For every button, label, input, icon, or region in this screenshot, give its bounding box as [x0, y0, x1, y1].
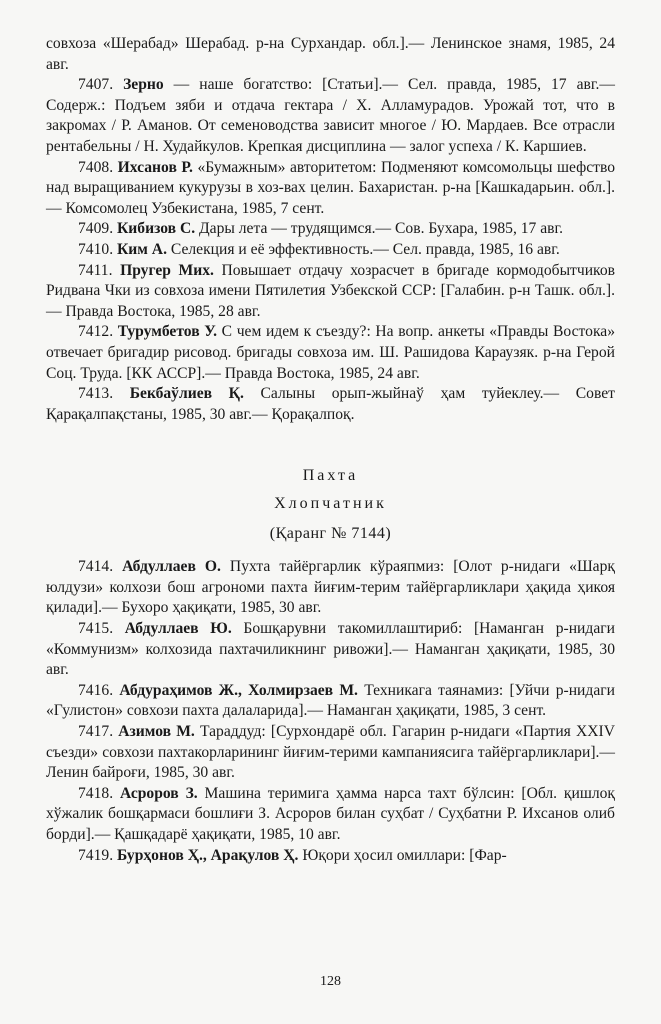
entry-author: Кибизов С.	[117, 220, 196, 238]
entry-author: Азимов М.	[118, 723, 195, 741]
entry-number: 7408.	[78, 158, 114, 176]
entry-author: Бурҳонов Ҳ., Арақулов Ҳ.	[117, 846, 299, 864]
entry-number: 7415.	[78, 620, 114, 638]
entry-text: С чем идем к съезду?: На вопр. анкеты «Правды Востока» отвечает бригадир рисовод. бригады совхоза им. Ш. Рашидова Караузяк. р-на Герой Соц. Труда. [КК АССР].— Правда Востока, 1985, 24 авг.	[46, 323, 615, 382]
entry-author: Асроров З.	[119, 784, 198, 802]
bibliography-entry	[46, 619, 615, 681]
entry-text: Дары лета — трудящимся.— Сов. Бухара, 1985, 17 авг.	[195, 220, 564, 238]
entries-top	[46, 75, 615, 425]
entry-author: Ихсанов Р.	[117, 158, 193, 176]
entry-number: 7417.	[78, 723, 114, 741]
entry-author: Пругер Мих.	[120, 261, 214, 279]
bibliography-entry	[46, 219, 615, 240]
entry-text: «Бумажным» авторитетом: Подменяют комсомольцы шефство над выращиванием кукурузы в хоз-вах целин. Бахаристан. р-на [Кашкадарьин. обл.].— Комсомолец Узбекистана, 1985, 7 сент.	[46, 158, 616, 217]
entry-number: 7416.	[78, 681, 114, 699]
entry-text: Машина теримига ҳамма нарса тахт бўлсин: [Обл. қишлоқ хўжалик бошқармаси бошлиғи З. Асроров билан суҳбат / Суҳбатни Р. Ихсанов олиб борди].— Қашқадарё ҳақиқати, 1985, 10 авг.	[46, 784, 616, 843]
bibliography-entry	[46, 261, 615, 323]
entry-text: — наше богатство: [Статьи].— Сел. правда, 1985, 17 авг.— Содерж.: Подъем зяби и отдача гектара / Х. Алламурадов. Урожай тот, что в закромах / Р. Аманов. От семеноводства зависит многое / Ю. Мардаев. Все отрасли рентабельны / Н. Худайкулов. Крепкая дисциплина — залог успеха / К. Каршиев.	[46, 76, 615, 155]
bibliography-entry	[46, 240, 615, 261]
bibliography-entry	[46, 322, 615, 384]
entry-author: Абдуллаев Ю.	[124, 620, 232, 638]
bibliography-entry	[46, 681, 615, 722]
entry-author: Абдураҳимов Ж., Холмирзаев М.	[119, 681, 358, 699]
entry-number: 7407.	[78, 76, 114, 94]
bibliography-entry	[46, 557, 615, 619]
entry-number: 7418.	[78, 784, 114, 802]
bibliography-entry	[46, 846, 615, 867]
entry-text: Юқори ҳосил омиллари: [Фар-	[298, 846, 507, 864]
entry-text: Селекция и её эффективность.— Сел. правда, 1985, 16 авг.	[166, 240, 560, 258]
entries-bottom	[46, 557, 615, 866]
entry-text: Бошқарувни такомиллаштириб: [Наманган р-нидаги «Коммунизм» колхозида пахтачиликнинг ривожи].— Наманган ҳақиқати, 1985, 30 авг.	[46, 620, 615, 679]
section-subtitle: Хлопчатник	[274, 495, 387, 513]
section-reference: (Қаранг № 7144)	[269, 525, 392, 543]
entry-text: Повышает отдачу хозрасчет в бригаде кормодобытчиков Ридвана Чки из совхоза имени Пятилетия Узбекской ССР: [Галабин. р-н Ташк. обл.].— Правда Востока, 1985, 28 авг.	[46, 261, 615, 320]
section-title: Пахта	[302, 467, 359, 485]
entry-number: 7414.	[78, 558, 114, 576]
bibliography-entry	[46, 75, 615, 157]
entry-author: Турумбетов У.	[117, 323, 218, 341]
entry-number: 7411.	[78, 261, 113, 279]
entry-number: 7419.	[78, 846, 114, 864]
entry-number: 7409.	[78, 220, 114, 238]
entry-number: 7412.	[78, 323, 114, 341]
entry-author: Зерно	[123, 76, 164, 94]
entry-author: Бекбаўлиев Қ.	[129, 385, 244, 403]
continuation-text: совхоза «Шерабад» Шерабад. р-на Сурхандар. обл.].— Ленинское знамя, 1985, 24 авг.	[46, 35, 615, 73]
entry-number: 7410.	[78, 240, 114, 258]
entry-text: Пухта тайёргарлик кўраяпмиз: [Олот р-нидаги «Шарқ юлдузи» колхози бош агрономи пахта йиғим-терим тайёргарликлари ҳақида ҳикоя қилади].— Бухоро ҳақиқати, 1985, 30 авг.	[46, 558, 615, 617]
entry-text: Техникага таянамиз: [Уйчи р-нидаги «Гулистон» совхози пахта далаларида].— Наманган ҳақиқати, 1985, 3 сент.	[46, 681, 615, 720]
entry-author: Ким А.	[117, 240, 167, 258]
bibliography-entry	[46, 784, 615, 846]
entry-text: Салыны орып-жыйнаў ҳам туйеклеу.— Совет Қарақалпақстаны, 1985, 30 авг.— Қорақалпоқ.	[46, 385, 615, 423]
bibliography-entry	[46, 158, 615, 220]
bibliography-entry	[46, 384, 615, 425]
entry-text: Тараддуд: [Сурхондарё обл. Гагарин р-нидаги «Партия XXIV съезди» совхози пахтакорларининг йиғим-терими кампаниясига тайёргарликлари].— Ленин байроғи, 1985, 30 авг.	[46, 723, 615, 782]
bibliography-entry	[46, 722, 615, 784]
entry-number: 7413.	[78, 385, 114, 403]
page-number: 128	[320, 974, 341, 989]
entry-author: Абдуллаев О.	[122, 558, 221, 576]
